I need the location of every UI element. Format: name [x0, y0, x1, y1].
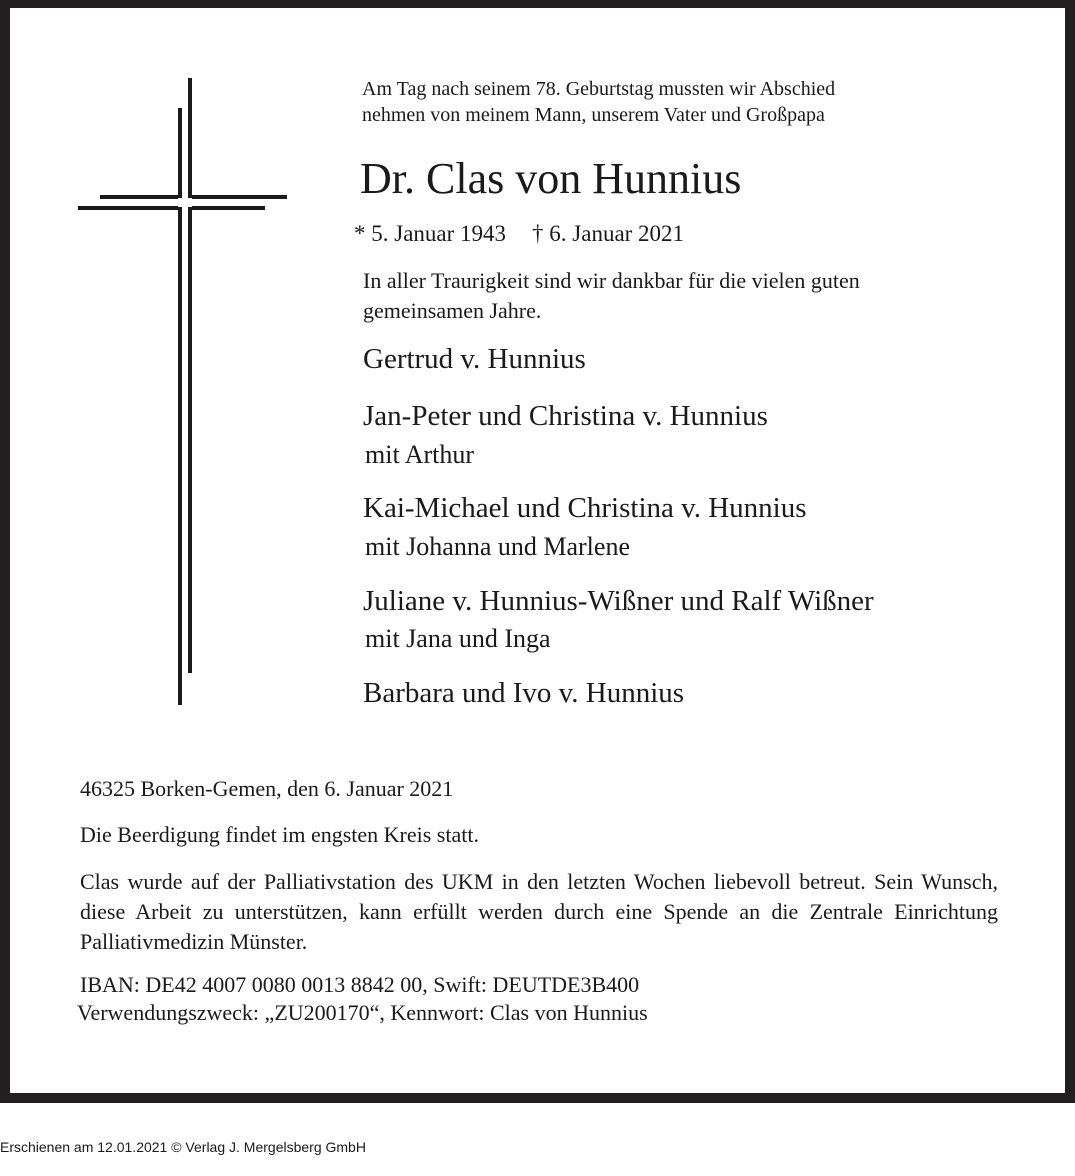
- gratitude-text: [363, 266, 860, 326]
- mourner-children: mit Arthur: [365, 440, 475, 469]
- death-date: † 6. Januar 2021: [532, 221, 685, 246]
- obituary-notice: [10, 8, 1065, 1093]
- place-and-date: 46325 Borken-Gemen, den 6. Januar 2021: [80, 776, 454, 801]
- payment-reference: Verwendungszweck: „ZU200170“, Kennwort: Clas von Hunnius: [77, 1000, 648, 1025]
- mourner-children: mit Jana und Inga: [365, 624, 551, 653]
- bank-details: [77, 971, 648, 1027]
- publication-credit: Erschienen am 12.01.2021 © Verlag J. Mergelsberg GmbH: [0, 1139, 366, 1155]
- mourner-children: mit Johanna und Marlene: [365, 532, 630, 561]
- cross-icon: [10, 8, 310, 728]
- donation-note: Clas wurde auf der Palliativstation des UKM in den letzten Wochen liebevoll betreut. Sein Wunsch, diese Arbeit zu unterstützen, kann erfüllt werden durch eine Spende an die Zentrale Einrichtung Palliativmedizin Münster.: [80, 869, 998, 954]
- mourner-name: Jan-Peter und Christina v. Hunnius: [363, 400, 768, 432]
- life-dates: [354, 220, 684, 248]
- intro-line: nehmen von meinem Mann, unserem Vater und Großpapa: [362, 104, 825, 126]
- gratitude-line: In aller Traurigkeit sind wir dankbar für die vielen guten: [363, 268, 860, 293]
- deceased-name: Dr. Clas von Hunnius: [360, 154, 742, 203]
- iban-line: IBAN: DE42 4007 0080 0013 8842 00, Swift: DEUTDE3B400: [80, 972, 640, 997]
- intro-text: [362, 76, 835, 128]
- mourner-name: Gertrud v. Hunnius: [363, 343, 586, 375]
- birth-date: * 5. Januar 1943: [354, 221, 507, 246]
- burial-note: Die Beerdigung findet im engsten Kreis statt.: [80, 822, 479, 847]
- gratitude-line: gemeinsamen Jahre.: [363, 298, 542, 323]
- intro-line: Am Tag nach seinem 78. Geburtstag mussten wir Abschied: [362, 78, 836, 100]
- mourner-name: Kai-Michael und Christina v. Hunnius: [363, 492, 807, 524]
- mourner-name: Barbara und Ivo v. Hunnius: [363, 677, 685, 709]
- mourner-name: Juliane v. Hunnius-Wißner und Ralf Wißner: [363, 585, 874, 617]
